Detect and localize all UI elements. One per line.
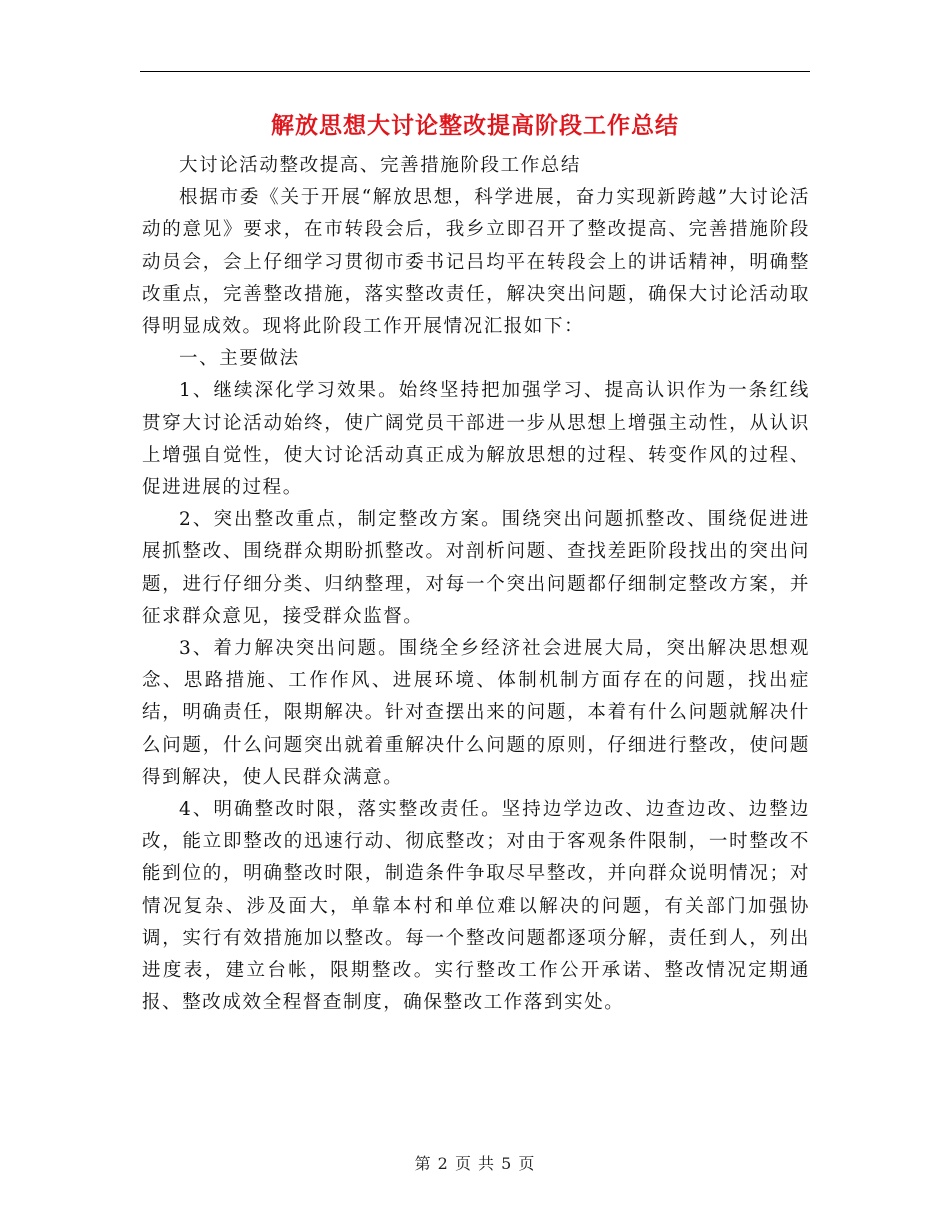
item-3-paragraph: 3、着力解决突出问题。围绕全乡经济社会进展大局，突出解决思想观念、思路措施、工作作风、进展环境、体制机制方面存在的问题，找出症结，明确责任，限期解决。针对查摆出来的问题，本着有什么问题就解决什么问题，什么问题突出就着重解决什么问题的原则，仔细进行整改，使问题得到解决，使人民群众满意。 [142,638,810,788]
subtitle-paragraph: 大讨论活动整改提高、完善措施阶段工作总结 [179,155,582,176]
intro-paragraph: 根据市委《关于开展“解放思想，科学进展，奋力实现新跨越”大讨论活动的意见》要求，在市转段会后，我乡立即召开了整改提高、完善措施阶段动员会，会上仔细学习贯彻市委书记吕均平在转段会上的讲话精神，明确整改重点，完善整改措施，落实整改责任，解决突出问题，确保大讨论活动取得明显成效。现将此阶段工作开展情况汇报如下： [142,187,810,338]
item-4-paragraph: 4、明确整改时限，落实整改责任。坚持边学边改、边查边改、边整边改，能立即整改的迅速行动、彻底整改；对由于客观条件限制，一时整改不能到位的，明确整改时限，制造条件争取尽早整改，并向群众说明情况；对情况复杂、涉及面大，单靠本村和单位难以解决的问题，有关部门加强协调，实行有效措施加以整改。每一个整改问题都逐项分解，责任到人，列出进度表，建立台帐，限期整改。实行整改工作公开承诺、整改情况定期通报、整改成效全程督查制度，确保整改工作落到实处。 [142,799,810,1014]
section-heading: 一、主要做法 [179,348,300,370]
header-rule [140,71,810,72]
page-number-footer: 第 2 页 共 5 页 [414,1154,536,1173]
document-title: 解放思想大讨论整改提高阶段工作总结 [271,113,679,139]
item-2-paragraph: 2、突出整改重点，制定整改方案。围绕突出问题抓整改、围绕促进进展抓整改、围绕群众期盼抓整改。对剖析问题、查找差距阶段找出的突出问题，进行仔细分类、归纳整理，对每一个突出问题都仔细制定整改方案，并征求群众意见，接受群众监督。 [142,509,810,627]
item-1-paragraph: 1、继续深化学习效果。始终坚持把加强学习、提高认识作为一条红线贯穿大讨论活动始终，使广阔党员干部进一步从思想上增强主动性，从认识上增强自觉性，使大讨论活动真正成为解放思想的过程、转变作风的过程、促进进展的过程。 [142,380,810,499]
document-body [142,150,810,1019]
